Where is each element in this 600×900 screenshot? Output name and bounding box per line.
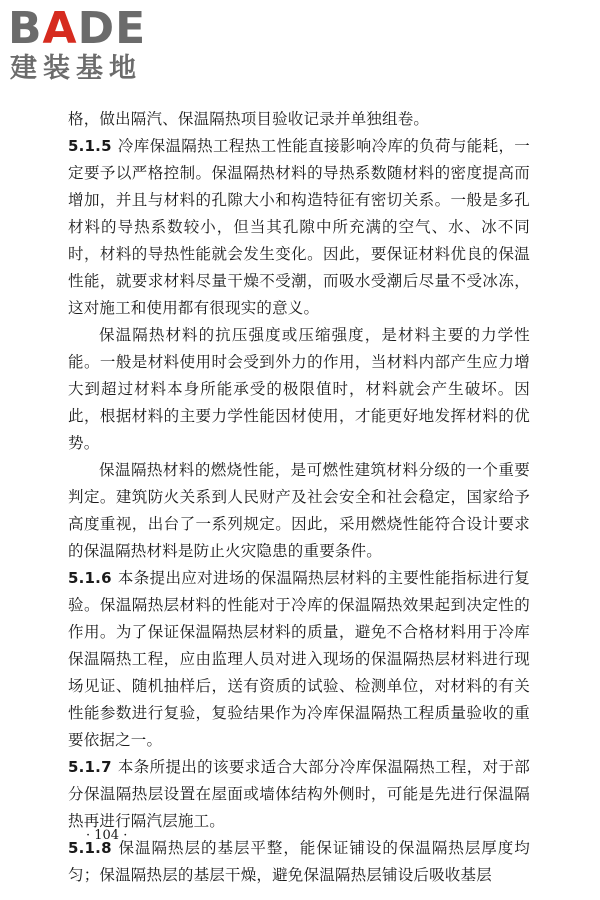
bade-logo: [8, 3, 178, 86]
paragraph-text: 格，做出隔汽、保温隔热项目验收记录并单独组卷。: [68, 110, 430, 128]
section-number: 5.1.6: [68, 569, 112, 587]
logo-subtitle: 建装基地: [10, 53, 142, 84]
page-number: · 104 ·: [86, 828, 128, 843]
paragraph-text: 保温隔热材料的燃烧性能，是可燃性建筑材料分级的一个重要判定。建筑防火关系到人民财产及社会安全和社会稳定，国家给予高度重视，出台了一系列规定。因此，采用燃烧性能符合设计要求的保温隔热材料是防止火灾隐患的重要条件。: [68, 461, 530, 560]
paragraph-text: 保温隔热材料的抗压强度或压缩强度，是材料主要的力学性能。一般是材料使用时会受到外力的作用，当材料内部产生应力增大到超过材料本身所能承受的极限值时，材料就会产生破坏。因此，根据材料的主要力学性能因材使用，才能更好地发挥材料的优势。: [68, 326, 530, 452]
logo-accent-letter: A: [42, 3, 78, 54]
section-paragraph: [68, 133, 530, 322]
section-paragraph: [68, 754, 530, 835]
section-number: 5.1.5: [68, 137, 112, 155]
paragraph-text: 保温隔热层的基层平整，能保证铺设的保温隔热层厚度均匀；保温隔热层的基层干燥，避免保温隔热层铺设后吸收基层: [68, 839, 530, 884]
section-paragraph: [68, 565, 530, 754]
paragraph: [68, 322, 530, 457]
logo-wordmark: BADE: [8, 3, 147, 54]
paragraph-text: 本条提出应对进场的保温隔热层材料的主要性能指标进行复验。保温隔热层材料的性能对于冷库的保温隔热效果起到决定性的作用。为了保证保温隔热层材料的质量，避免不合格材料用于冷库保温隔热工程，应由监理人员对进入现场的保温隔热层材料进行现场见证、随机抽样后，送有资质的试验、检测单位，对材料的有关性能参数进行复验，复验结果作为冷库保温隔热工程质量验收的重要依据之一。: [68, 569, 530, 749]
section-paragraph: [68, 835, 530, 889]
paragraph-text: 本条所提出的该要求适合大部分冷库保温隔热工程，对于部分保温隔热层设置在屋面或墙体结构外侧时，可能是先进行保温隔热再进行隔汽层施工。: [68, 758, 530, 830]
document-body: [68, 106, 530, 889]
section-number: 5.1.7: [68, 758, 112, 776]
paragraph: [68, 106, 530, 133]
paragraph: [68, 457, 530, 565]
section-number: 5.1.8: [68, 839, 112, 857]
paragraph-text: 冷库保温隔热工程热工性能直接影响冷库的负荷与能耗，一定要予以严格控制。保温隔热材料的导热系数随材料的密度提高而增加，并且与材料的孔隙大小和构造特征有密切关系。一般是多孔材料的导热系数较小，但当其孔隙中所充满的空气、水、冰不同时，材料的导热性能就会发生变化。因此，要保证材料优良的保温性能，就要求材料尽量干燥不受潮，而吸水受潮后尽量不受冰冻，这对施工和使用都有很现实的意义。: [68, 137, 530, 317]
